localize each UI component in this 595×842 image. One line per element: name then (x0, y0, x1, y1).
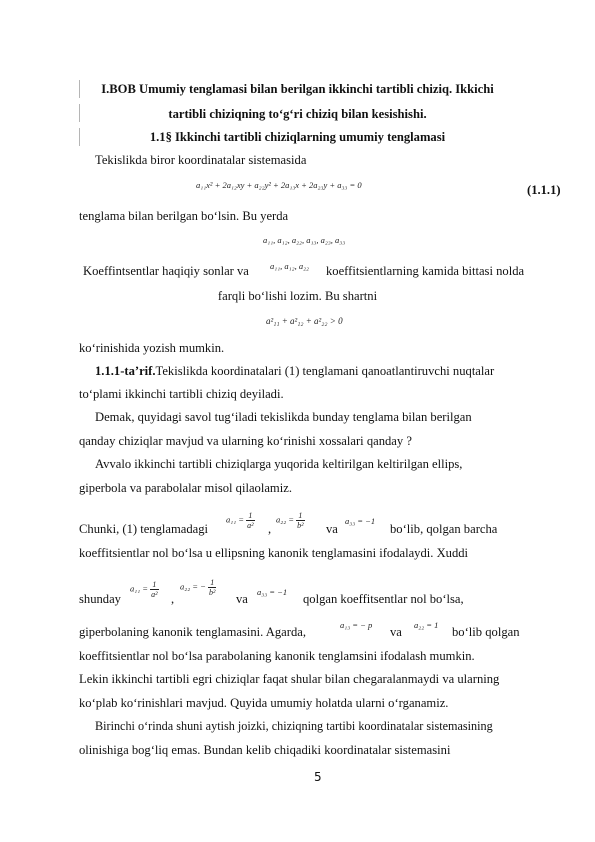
inline-coeffs-1: a₁₁, a₁₂, a₂₂ (270, 261, 309, 271)
paragraph-10a: Lekin ikkinchi tartibli egri chiziqlar faqat shular bilan chegaralanmaydi va ularning (79, 672, 500, 686)
nonzero-condition: a²₁₁ + a²₁₂ + a²₂₂ > 0 (266, 316, 343, 326)
fraction-1-over-a2: $\frac{1}{\text{a²}}$ (247, 511, 254, 530)
paragraph-9a: giperbolaning kanonik tenglamasini. Agarda, (79, 625, 306, 639)
paragraph-4: ko‘rinishida yozish mumkin. (79, 341, 225, 355)
fraction-1-over-b2: $\frac{1}{\text{b²}}$ (297, 511, 304, 530)
comma-2: , (171, 592, 175, 606)
coefficients-list: a₁₁, a₁₂, a₂₂, a₁₃, a₂₃, a₃₃ (263, 235, 346, 245)
parabola-a22: a₂₂ = 1 (414, 620, 439, 630)
paragraph-7b: bo‘lib, qolgan barcha (390, 522, 498, 536)
fraction-1-over-b2-h: $\frac{1}{\text{b²}}$ (209, 578, 216, 597)
va-2: va (236, 592, 248, 606)
paragraph-10b: ko‘plab ko‘rinishlari mavjud. Quyida umumiy holatda ularni o‘rganamiz. (79, 696, 449, 710)
definition-text: Tekislikda koordinatalari (1) tenglamani qanoatlantiruvchi nuqtalar (155, 364, 495, 378)
va-1: va (326, 522, 338, 536)
paragraph-6a: Avvalo ikkinchi tartibli chiziqlarga yuqorida keltirilgan keltirilgan ellips, (95, 457, 463, 471)
general-equation: a₁₁x² + 2a₁₂xy + a₂₂y² + 2a₁₃x + 2a₂₃y + a₃₃ = 0 (196, 180, 362, 190)
paragraph-3b: koeffitsientlarning kamida bittasi nolda (326, 264, 525, 278)
paragraph-5b: qanday chiziqlar mavjud va ularning ko‘rinishi xossalari qanday ? (79, 434, 412, 448)
paragraph-2: tenglama bilan berilgan bo‘lsin. Bu yerda (79, 209, 289, 223)
fraction-1-over-a2-h: $\frac{1}{\text{a²}}$ (151, 580, 158, 599)
hyperbola-a33: a₃₃ = −1 (257, 587, 288, 597)
chapter-title-line2: tartibli chiziqning to‘g‘ri chiziq bilan kesishishi. (168, 107, 427, 121)
definition-text-2: to‘plami ikkinchi tartibli chiziq deyiladi. (79, 387, 284, 401)
va-3: va (390, 625, 402, 639)
paragraph-11a: Birinchi o‘rinda shuni aytish joizki, chiziqning tartibi koordinatalar sistemasining (95, 719, 493, 733)
equation-number: (1.1.1) (527, 183, 561, 197)
comma-1: , (268, 522, 272, 536)
hyperbola-a11: a₁₁ = $\frac{1}{\text{a²}}$ (130, 580, 158, 599)
section-title: 1.1§ Ikkinchi tartibli chiziqlarning umumiy tenglamasi (149, 130, 446, 144)
definition (95, 364, 494, 379)
paragraph-7a: Chunki, (1) tenglamadagi (79, 522, 209, 536)
page-number: 5 (314, 770, 322, 784)
chapter-title-line1: I.BOB Umumiy tenglamasi bilan berilgan ikkinchi tartibli chiziq. Ikkichi (101, 82, 494, 96)
definition-label: 1.1.1-ta’rif. (95, 364, 156, 378)
ellipse-a11: a₁₁ = $\frac{1}{\text{a²}}$ (226, 511, 254, 530)
paragraph-3a: Koeffintsentlar haqiqiy sonlar va (83, 264, 249, 278)
paragraph-8a: shunday (79, 592, 121, 606)
paragraph-9b: bo‘lib qolgan (452, 625, 520, 639)
paragraph-9c: koeffitsientlar nol bo‘lsa parabolaning kanonik tenglamsini ifodalash mumkin. (79, 649, 475, 663)
paragraph-5a: Demak, quyidagi savol tug‘iladi tekislikda bunday tenglama bilan berilgan (95, 410, 472, 424)
parabola-a13: a₁₃ = − p (340, 620, 373, 630)
paragraph-8b: qolgan koeffitsentlar nol bo‘lsa, (303, 592, 464, 606)
ellipse-a22: a₂₂ = $\frac{1}{\text{b²}}$ (276, 511, 304, 530)
ellipse-a33: a₃₃ = −1 (345, 516, 376, 526)
paragraph-7c: koeffitsientlar nol bo‘lsa u ellipsning kanonik tenglamasini ifodalaydi. Xuddi (79, 546, 469, 560)
paragraph-6b: giperbola va parabolalar misol qilaolamiz. (79, 481, 292, 495)
paragraph-1: Tekislikda biror koordinatalar sistemasida (95, 153, 307, 167)
paragraph-3c: farqli bo‘lishi lozim. Bu shartni (217, 289, 378, 303)
paragraph-11b: olinishiga bog‘liq emas. Bundan kelib chiqadiki koordinatalar sistemasini (79, 743, 451, 757)
hyperbola-a22: a₂₂ = − $\frac{1}{\text{b²}}$ (180, 578, 216, 597)
